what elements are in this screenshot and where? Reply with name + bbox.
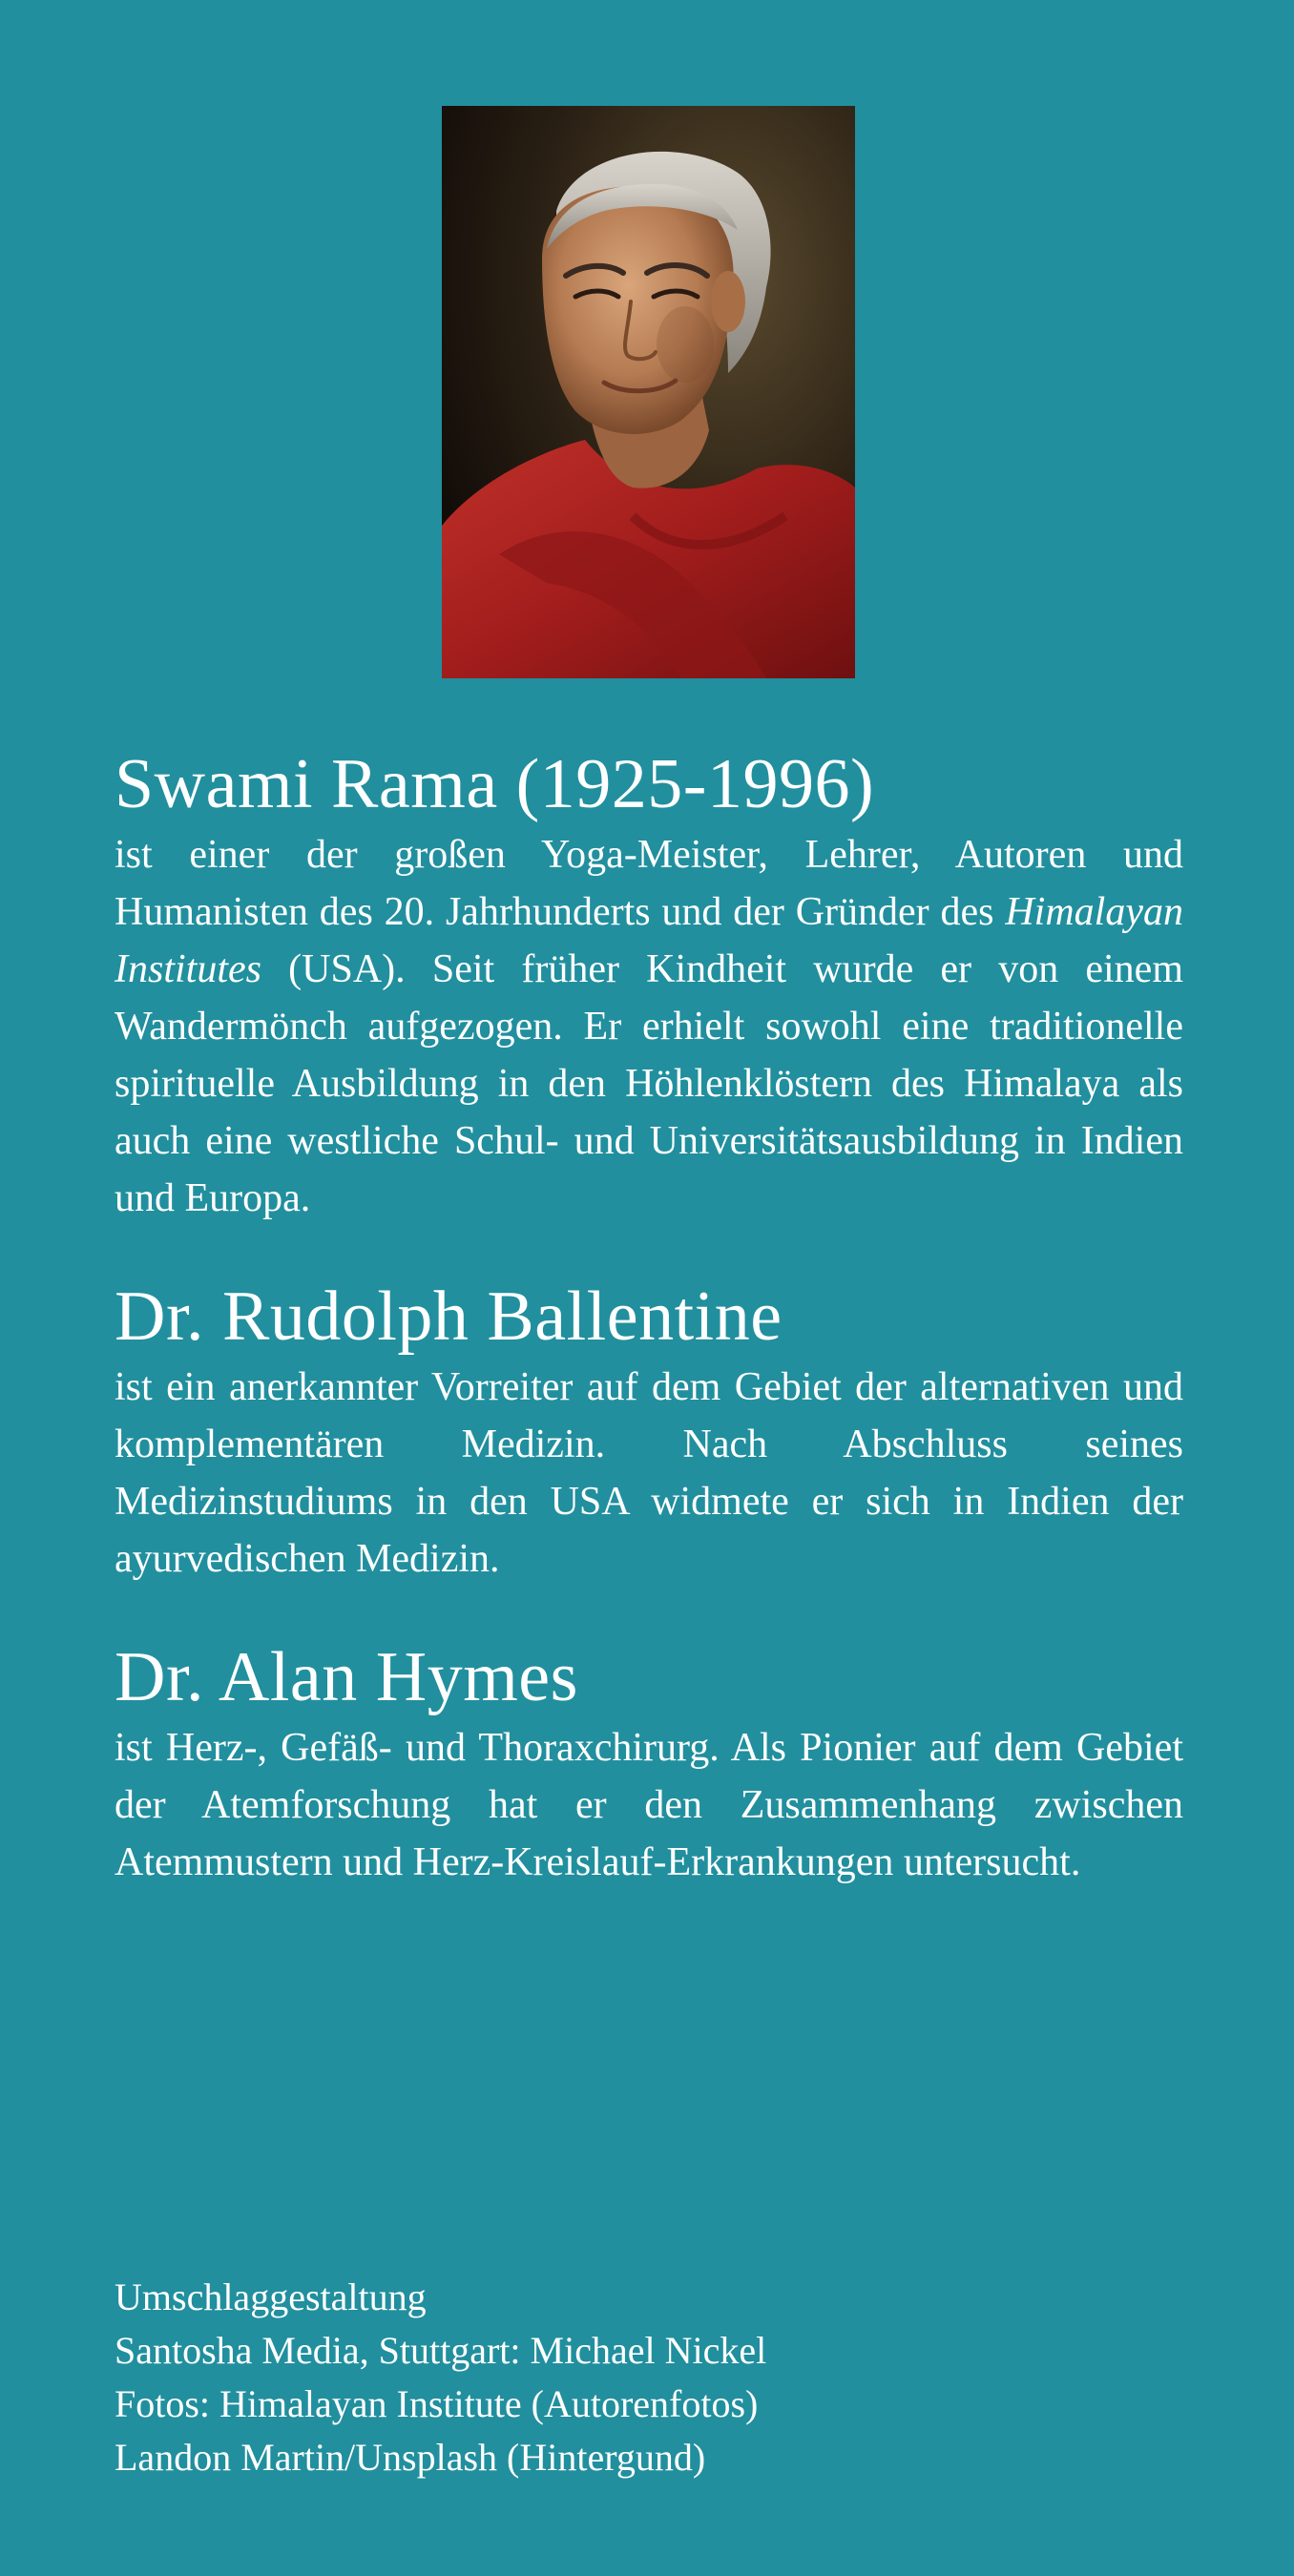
portrait-illustration [442,106,855,678]
bio-swami-rama [115,744,1183,1227]
credits-line-designer: Santosha Media, Stuttgart: Michael Nickel [115,2329,767,2372]
credits-line-design-label: Umschlaggestaltung [115,2275,427,2318]
bio-text: ist ein anerkannter Vorreiter auf dem Gebiet der alternativen und komplementären Medizin. Nach Abschluss seines Medizinstudiums in den USA widmete er sich in Indien der ayurvedischen Medizin. [115,1365,1183,1581]
bio-alan-hymes [115,1637,1183,1891]
bio-name: Dr. Alan Hymes [115,1638,578,1716]
credits-line-background-photo: Landon Martin/Unsplash (Hintergund) [115,2436,706,2479]
bio-text-end: (USA). Seit früher Kindheit wurde er von einem Wandermönch aufgezogen. Er erhielt sowohl eine traditionelle spirituelle Ausbildung in den Höhlenklöstern des Himalaya als auch eine westliche Schul- und Universitätsausbildung in Indien und Europa. [115,947,1183,1220]
cover-credits [115,2271,1183,2484]
author-portrait-photo [442,106,855,678]
bio-text-start: ist einer der großen Yoga-Meister, Lehrer, Autoren und Humanisten des 20. Jahrhunderts und der Gründer des [115,833,1183,934]
author-bios [115,744,1183,1941]
bio-text: ist Herz-, Gefäß- und Thoraxchirurg. Als Pionier auf dem Gebiet der Atemforschung hat er den Zusammenhang zwischen Atemmustern und Herz-Kreislauf-Erkrankungen untersucht. [115,1726,1183,1884]
bio-text [115,826,1183,1227]
bio-text-italic: Himalayan Institutes [115,890,1183,991]
credits-line-photos: Fotos: Himalayan Institute (Autorenfotos) [115,2382,759,2425]
bio-name: Dr. Rudolph Ballentine [115,1278,783,1356]
bio-rudolph-ballentine [115,1277,1183,1588]
bio-name: Swami Rama (1925-1996) [115,745,875,823]
